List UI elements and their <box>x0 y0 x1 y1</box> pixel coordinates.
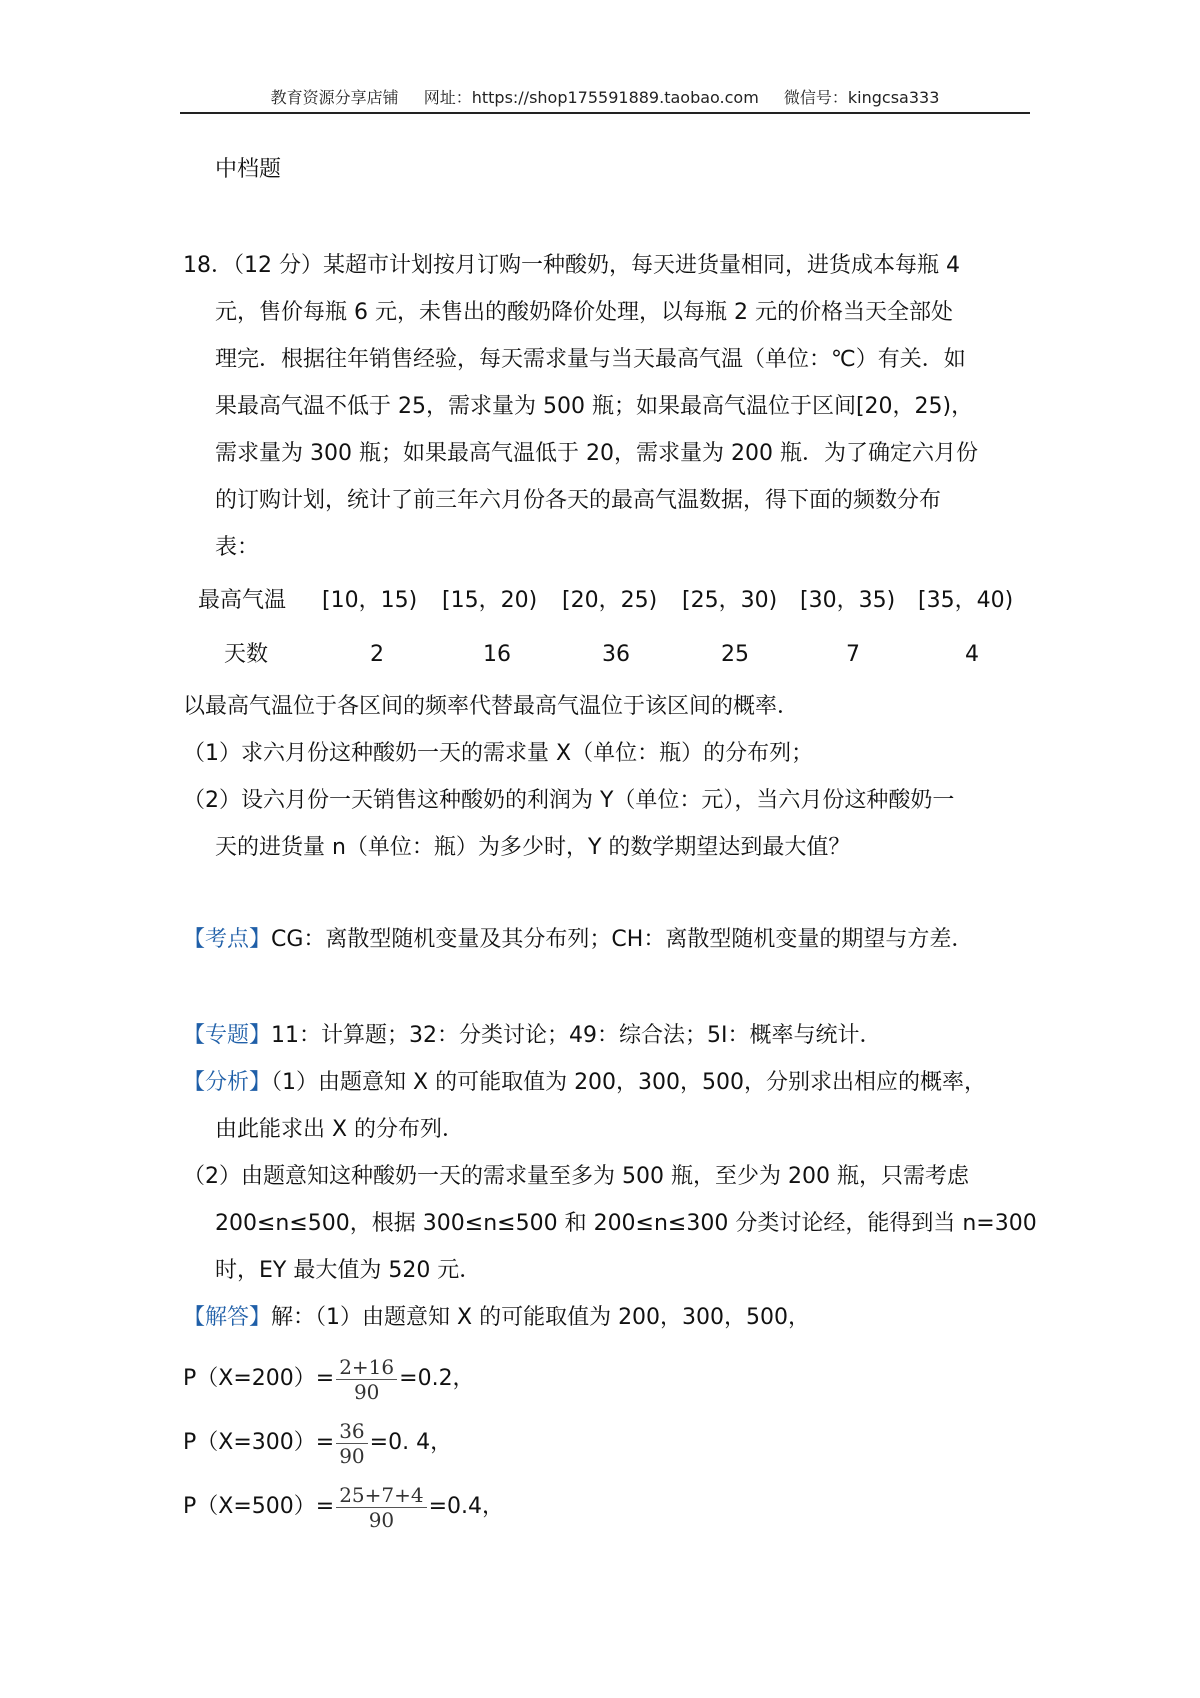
header-wechat: 微信号：kingcsa333 <box>783 88 940 107</box>
question-1: （1）求六月份这种酸奶一天的需求量 X（单位：瓶）的分布列； <box>183 741 814 766</box>
probability-result: =0.4， <box>428 1494 505 1519</box>
table-row-temperature <box>198 586 1038 616</box>
question-2-cont: 天的进货量 n（单位：瓶）为多少时，Y 的数学期望达到最大值？ <box>215 835 851 860</box>
fraction-denominator: 90 <box>353 1379 380 1404</box>
row-label-days: 天数 <box>224 642 269 667</box>
fenxi-line: （1）由题意知 X 的可能取值为 200，300，500，分别求出相应的概率， <box>271 1070 987 1095</box>
table-row-days <box>198 640 1038 670</box>
difficulty-label: 中档题 <box>215 157 282 182</box>
jieda-text: 解：（1）由题意知 X 的可能取值为 200，300，500， <box>271 1305 811 1330</box>
question-2: （2）设六月份一天销售这种酸奶的利润为 Y（单位：元），当六月份这种酸奶一 <box>183 788 955 813</box>
problem-line: 果最高气温不低于 25，需求量为 500 瓶；如果最高气温位于区间[20，25)， <box>215 394 974 419</box>
fraction-numerator: 25+7+4 <box>336 1483 426 1508</box>
kaodian-text: CG：离散型随机变量及其分布列；CH：离散型随机变量的期望与方差． <box>271 927 974 952</box>
problem-line: 的订购计划，统计了前三年六月份各天的最高气温数据，得下面的频数分布 <box>215 488 942 513</box>
page-header <box>180 84 1030 114</box>
days-cell: 4 <box>965 642 979 667</box>
interval-cell: [30，35) <box>800 588 896 613</box>
days-cell: 25 <box>721 642 749 667</box>
interval-cell: [15，20) <box>442 588 538 613</box>
probability-label: P（X=500）= <box>183 1494 335 1519</box>
probability-line <box>183 1416 452 1470</box>
fraction <box>336 1483 426 1532</box>
days-cell: 7 <box>846 642 860 667</box>
fraction <box>336 1355 397 1404</box>
interval-cell: [20，25) <box>562 588 658 613</box>
problem-note: 以最高气温位于各区间的频率代替最高气温位于该区间的概率． <box>183 694 800 719</box>
probability-result: =0. 4， <box>369 1430 453 1455</box>
fraction <box>336 1419 367 1468</box>
problem-line: 理完．根据往年销售经验，每天需求量与当天最高气温（单位：℃）有关．如 <box>215 347 966 372</box>
zhuanti-tag: 【专题】 <box>183 1023 272 1048</box>
jieda-tag: 【解答】 <box>183 1305 272 1330</box>
header-shop: 教育资源分享店铺 <box>270 88 399 107</box>
fraction-numerator: 2+16 <box>336 1355 397 1380</box>
fenxi-line: 200≤n≤500，根据 300≤n≤500 和 200≤n≤300 分类讨论经，能得到当 n=300 <box>215 1211 1037 1236</box>
days-cell: 16 <box>483 642 511 667</box>
fraction-numerator: 36 <box>336 1419 367 1444</box>
fenxi-line: 时，EY 最大值为 520 元． <box>215 1258 482 1283</box>
jieda-section <box>183 1303 810 1333</box>
zhuanti-section <box>183 1021 882 1051</box>
fenxi-tag: 【分析】 <box>183 1070 272 1095</box>
probability-result: =0.2， <box>399 1366 475 1391</box>
fraction-denominator: 90 <box>368 1507 395 1532</box>
problem-line: 元，售价每瓶 6 元，未售出的酸奶降价处理，以每瓶 2 元的价格当天全部处 <box>215 300 953 325</box>
kaodian-section <box>183 925 973 955</box>
fenxi-line: 由此能求出 X 的分布列． <box>215 1117 465 1142</box>
days-cell: 36 <box>602 642 630 667</box>
zhuanti-text: 11：计算题；32：分类讨论；49：综合法；5I：概率与统计． <box>271 1023 882 1048</box>
fenxi-section <box>183 1068 986 1098</box>
probability-line <box>183 1352 475 1406</box>
probability-line <box>183 1480 504 1534</box>
problem-line: 表： <box>215 535 260 560</box>
problem-line: 18．（12 分）某超市计划按月订购一种酸奶，每天进货量相同，进货成本每瓶 4 <box>183 253 960 278</box>
interval-cell: [35，40) <box>918 588 1014 613</box>
probability-label: P（X=200）= <box>183 1366 335 1391</box>
fenxi-line: （2）由题意知这种酸奶一天的需求量至多为 500 瓶，至少为 200 瓶，只需考虑 <box>183 1164 969 1189</box>
interval-cell: [25，30) <box>682 588 778 613</box>
header-url: 网址：https://shop175591889.taobao.com <box>423 88 759 107</box>
problem-line: 需求量为 300 瓶；如果最高气温低于 20，需求量为 200 瓶．为了确定六月份 <box>215 441 978 466</box>
fraction-denominator: 90 <box>339 1443 365 1468</box>
probability-label: P（X=300）= <box>183 1430 335 1455</box>
days-cell: 2 <box>370 642 384 667</box>
kaodian-tag: 【考点】 <box>183 927 272 952</box>
interval-cell: [10，15) <box>322 588 418 613</box>
row-label-temperature: 最高气温 <box>198 588 287 613</box>
